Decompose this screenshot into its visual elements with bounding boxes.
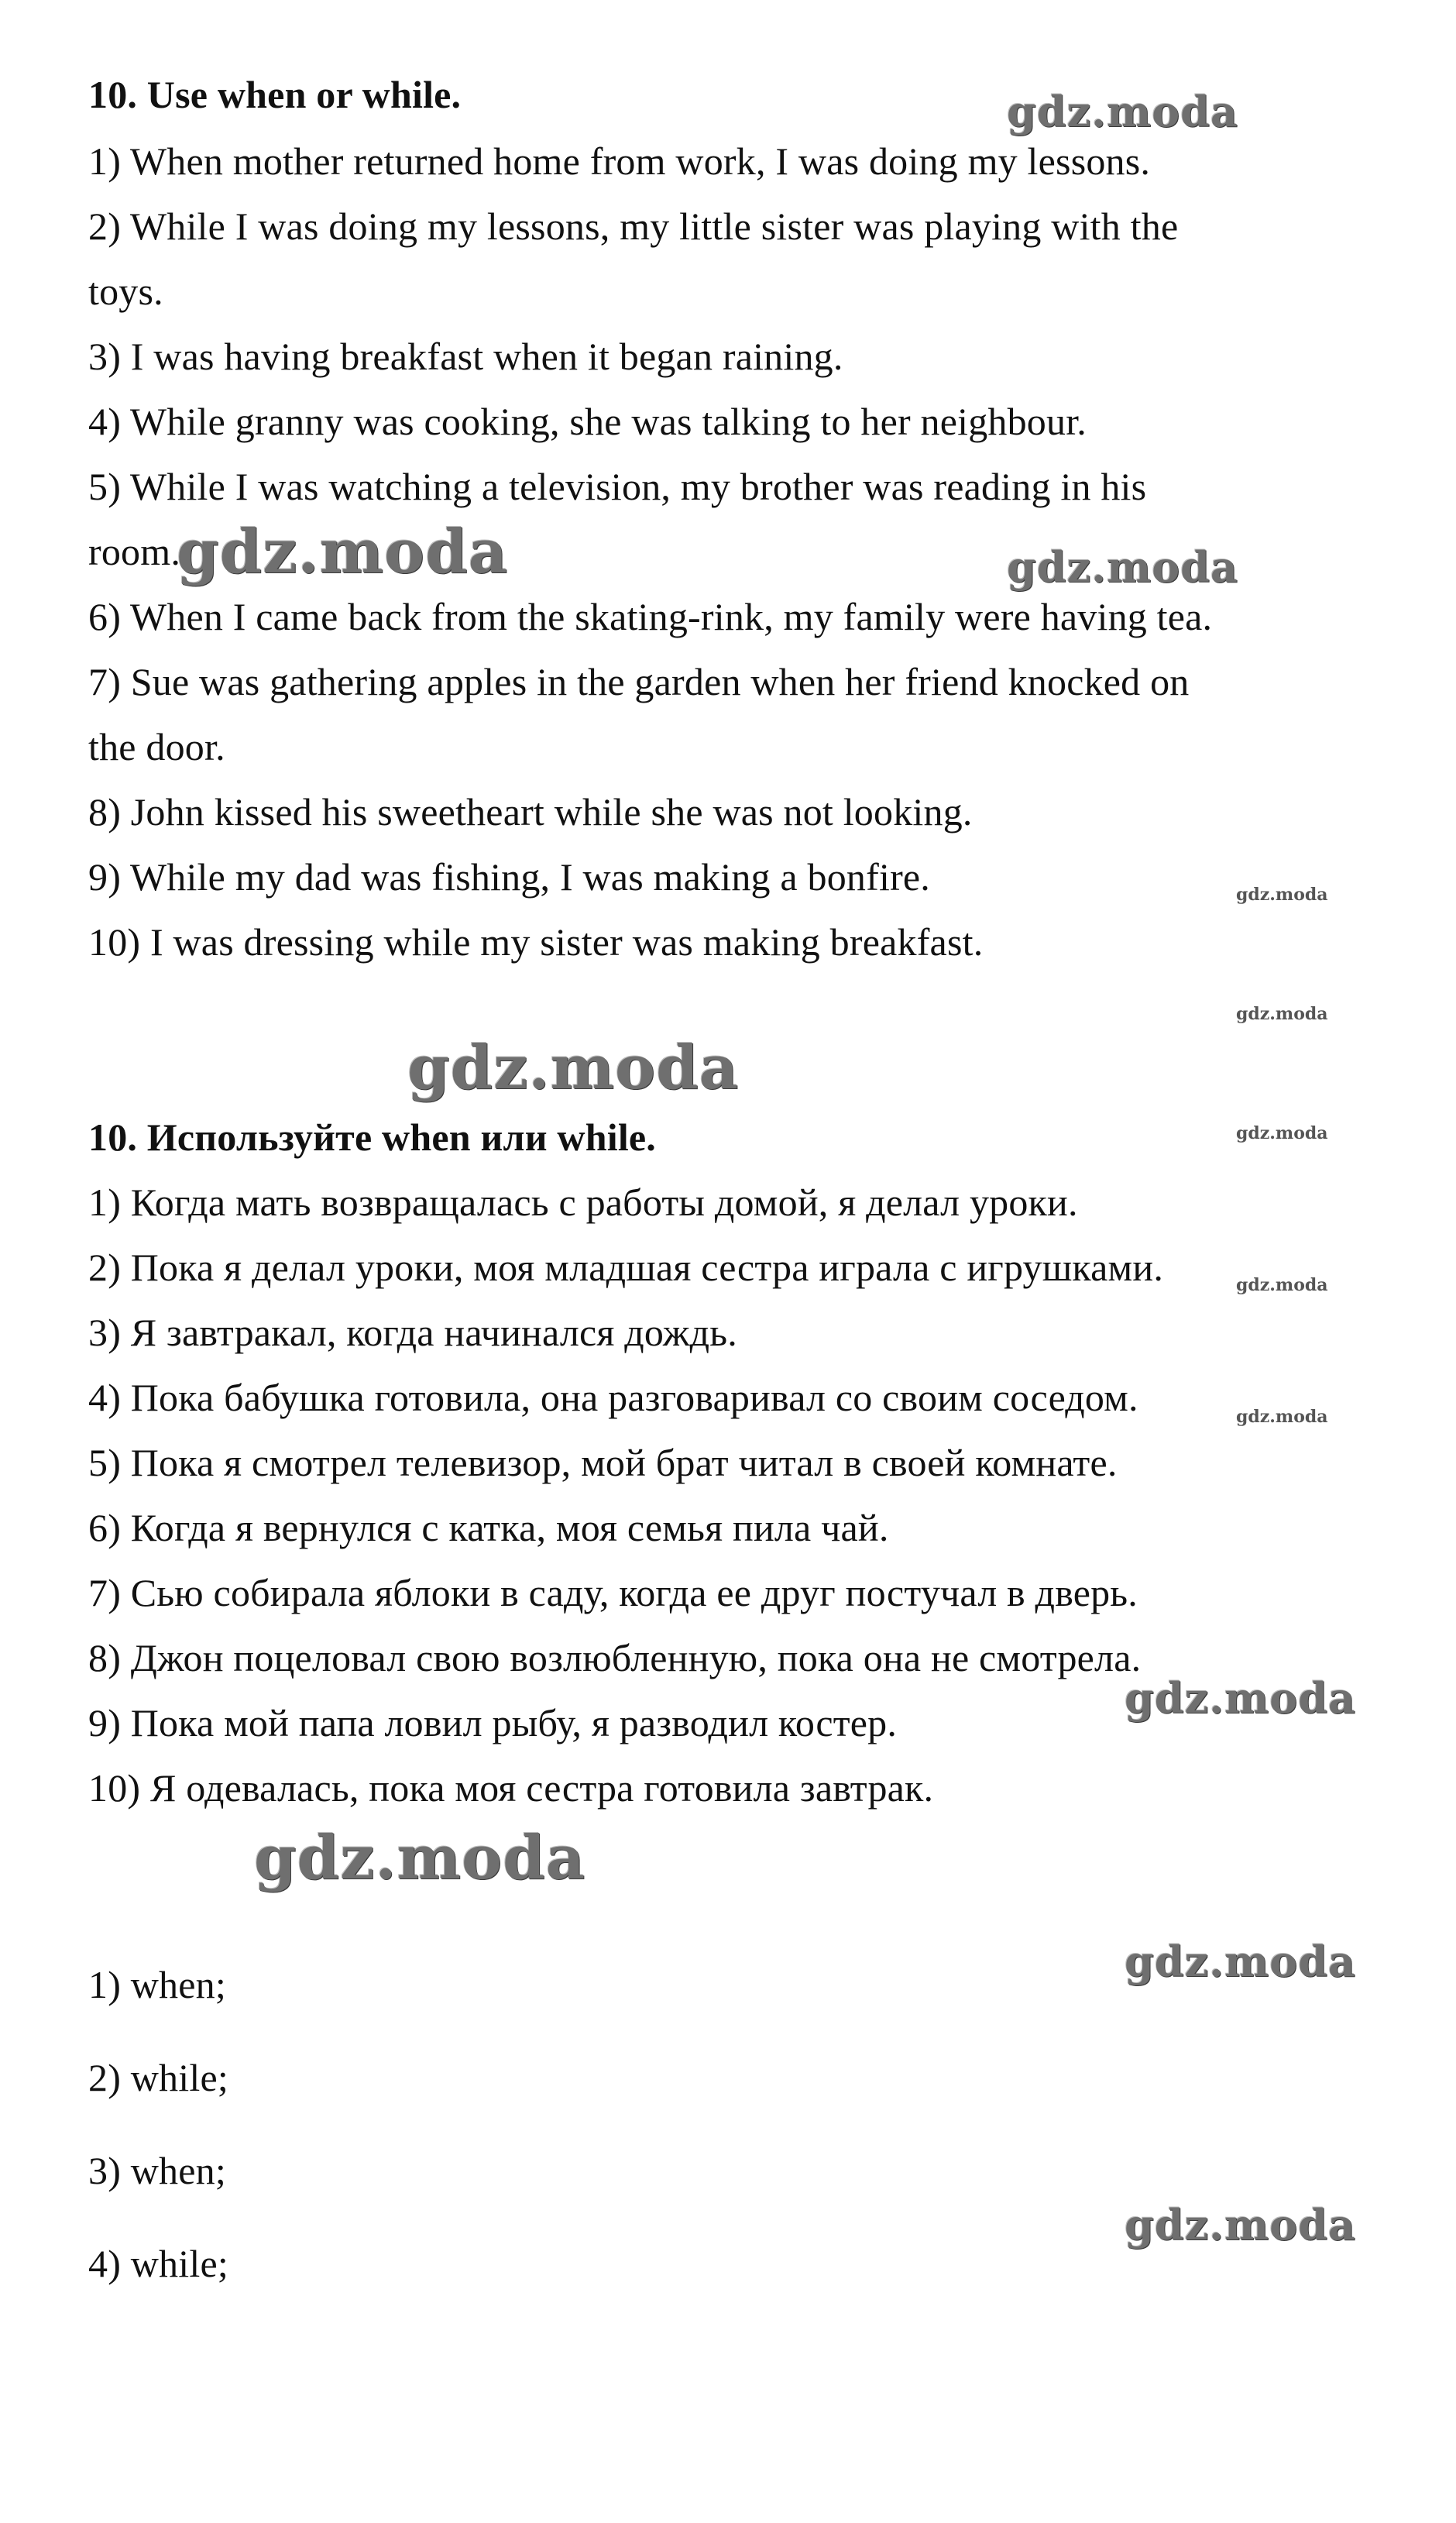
english-line-9: 9) While my dad was fishing, I was making a bonfire. <box>88 855 931 899</box>
russian-heading: 10. Используйте when или while. <box>88 1115 657 1159</box>
answer-3: 3) when; <box>88 2149 226 2192</box>
russian-line-3: 3) Я завтракал, когда начинался дождь. <box>88 1311 737 1354</box>
russian-line-10: 10) Я одевалась, пока моя сестра готовила завтрак. <box>88 1766 934 1810</box>
watermark-logo: gdz.moda <box>407 1033 740 1103</box>
english-heading: 10. Use when or while. <box>88 73 462 116</box>
english-line-7-cont: the door. <box>88 725 225 768</box>
watermark-logo: gdz.moda <box>1236 1275 1328 1295</box>
answer-1: 1) when; <box>88 1963 226 2006</box>
watermark-logo: gdz.moda <box>254 1823 586 1893</box>
watermark-logo: gdz.moda <box>1236 885 1328 905</box>
watermark-logo: gdz.moda <box>1007 542 1238 592</box>
russian-line-7: 7) Сью собирала яблоки в саду, когда ее друг постучал в дверь. <box>88 1571 1138 1614</box>
russian-line-4: 4) Пока бабушка готовила, она разговаривал со своим соседом. <box>88 1376 1138 1419</box>
russian-line-1: 1) Когда мать возвращалась с работы домой, я делал уроки. <box>88 1181 1078 1224</box>
russian-line-8: 8) Джон поцеловал свою возлюбленную, пока она не смотрела. <box>88 1636 1142 1679</box>
english-line-5: 5) While I was watching a television, my brother was reading in his <box>88 465 1147 508</box>
russian-line-6: 6) Когда я вернулся с катка, моя семья пила чай. <box>88 1506 889 1549</box>
russian-line-9: 9) Пока мой папа ловил рыбу, я разводил костер. <box>88 1701 898 1744</box>
watermark-logo: gdz.moda <box>1236 1004 1328 1024</box>
watermark-logo: gdz.moda <box>1125 1937 1356 1986</box>
russian-line-2: 2) Пока я делал уроки, моя младшая сестра играла с игрушками. <box>88 1246 1164 1289</box>
answer-2: 2) while; <box>88 2056 228 2099</box>
russian-line-5: 5) Пока я смотрел телевизор, мой брат читал в своей комнате. <box>88 1441 1118 1484</box>
english-line-7: 7) Sue was gathering apples in the garden when her friend knocked on <box>88 660 1190 703</box>
english-line-5-cont: room. <box>88 530 181 573</box>
english-line-6: 6) When I came back from the skating-rink, my family were having tea. <box>88 595 1213 638</box>
english-line-3: 3) I was having breakfast when it began raining. <box>88 335 843 378</box>
answer-4: 4) while; <box>88 2242 228 2285</box>
english-line-10: 10) I was dressing while my sister was making breakfast. <box>88 920 984 964</box>
watermark-logo: gdz.moda <box>1125 2200 1356 2250</box>
watermark-logo: gdz.moda <box>1236 1407 1328 1427</box>
english-line-8: 8) John kissed his sweetheart while she was not looking. <box>88 790 973 834</box>
watermark-logo: gdz.moda <box>1125 1673 1356 1723</box>
english-line-1: 1) When mother returned home from work, I was doing my lessons. <box>88 139 1151 183</box>
watermark-logo: gdz.moda <box>1007 87 1238 136</box>
english-line-2: 2) While I was doing my lessons, my little sister was playing with the <box>88 205 1179 248</box>
watermark-logo: gdz.moda <box>1236 1123 1328 1143</box>
watermark-logo: gdz.moda <box>177 517 509 587</box>
english-line-4: 4) While granny was cooking, she was talking to her neighbour. <box>88 400 1087 443</box>
english-line-2-cont: toys. <box>88 270 163 313</box>
